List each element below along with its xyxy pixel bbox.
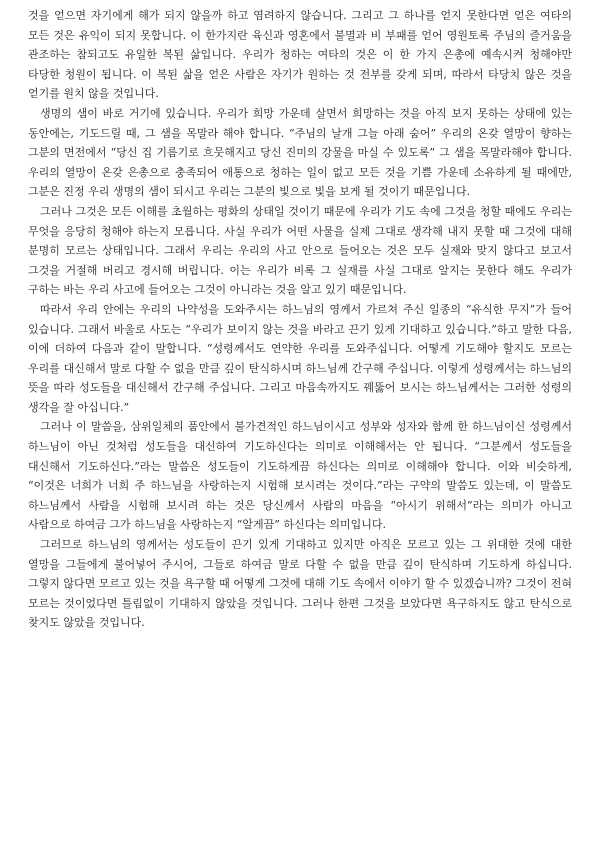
body-paragraph: 것을 얻으면 자기에게 해가 되지 않을까 하고 염려하지 않습니다. 그리고 그 하나를 얻지 못한다면 얻은 여타의 모든 것은 유익이 되지 못합니다. 이 한가지란 육신과 영혼에서 불멸과 비 부패를 얻어 영원토록 주님의 즐거움을 관조하는 참되고도 유일한 복된 삶입니다. 우리가 청하는 여타의 것은 이 한 가지 은총에 예속시켜 청해야만 타당한 청원이 됩니다. 이 복된 삶을 얻은 사람은 자기가 원하는 것 전부를 갖게 되며, 따라서 타당치 않은 것을 얻기를 원치 않을 것입니다. xyxy=(28,9,572,101)
body-paragraph: 그러나 그것은 모든 이해를 초월하는 평화의 상태일 것이기 때문에 우리가 기도 속에 그것을 청할 때에도 우리는 무엇을 응당히 청해야 하는지 모릅니다. 사실 우리가 어떤 사물을 실제 그대로 생각해 내지 못할 때 그것에 대해 분명히 모르는 상태입니다. 그래서 우리는 우리의 사고 안으로 들어오는 것은 모두 실재와 맞지 않다고 보고서 그것을 거절해 버리고 경시해 버립니다. 이는 우리가 비록 그 실재를 사실 그대로 알지는 못한다 해도 우리가 구하는 바는 우리 사고에 들어오는 그것이 아니라는 것을 알고 있기 때문입니다. xyxy=(28,204,572,297)
body-paragraph: 그러므로 하느님의 영께서는 성도들이 끈기 있게 기대하고 있지만 아직은 모르고 있는 그 위대한 것에 대한 열망을 그들에게 불어넣어 주시어, 그들로 하여금 말로 다할 수 없을 만큼 깊이 탄식하며 기도하게 하십니다. 그렇지 않다면 모르고 있는 것을 욕구할 때 어떻게 그것에 대해 기도 속에서 이야기 할 수 있겠습니까? 그것이 전혀 모르는 것이었다면 틀림없이 기대하지 않았을 것입니다. 그러나 한편 그것을 보았다면 욕구하지도 않고 탄식으로 찾지도 않았을 것입니다. xyxy=(28,538,572,630)
document-page xyxy=(28,6,572,633)
body-paragraph: 생명의 샘이 바로 거기에 있습니다. 우리가 희망 가운데 살면서 희망하는 것을 아직 보지 못하는 상태에 있는 동안에는, 기도드릴 때, 그 샘을 목말라 해야 합니다. “주님의 날개 그늘 아래 숨어” 우리의 온갖 열망이 향하는 그분의 면전에서 “당신 집 기름기로 흐뭇해지고 당신 진미의 강물을 마실 수 있도록” 그 샘을 목말라해야 합니다. 우리의 열망이 온갖 은총으로 충족되어 애통으로 청하는 일이 없고 모든 것을 기쁨 가운데 소유하게 될 때에만, 그분은 진정 우리 생명의 샘이 되시고 우리는 그분의 빛으로 빛을 보게 될 것이기 때문입니다. xyxy=(28,106,572,199)
body-paragraph: 그러나 이 말씀을, 삼위일체의 품안에서 불가견적인 하느님이시고 성부와 성자와 함께 한 하느님이신 성령께서 하느님이 아닌 것처럼 성도들을 대신하여 기도하신다는 의미로 이해해서는 안 됩니다. “그분께서 성도들을 대신해서 기도하신다.”라는 말씀은 성도들이 기도하게끔 하신다는 의미로 이해해야 합니다. 이와 비슷하게, “이것은 너희가 너희 주 하느님을 사랑하는지 시험해 보시려는 것이다.”라는 구약의 말씀도 있는데, 이 말씀도 하느님께서 사람을 시험해 보시려 하는 것은 당신께서 사람의 마음을 “아시기 위해서”라는 의미가 아니고 사람으로 하여금 그가 하느님을 사랑하는지 “알게끔” 하신다는 의미입니다. xyxy=(28,420,572,532)
body-paragraph: 따라서 우리 안에는 우리의 나약성을 도와주시는 하느님의 영께서 가르쳐 주신 일종의 “유식한 무지”가 들어 있습니다. 그래서 바울로 사도는 “우리가 보이지 않는 것을 바라고 끈기 있게 기대하고 있습니다.”하고 말한 다음, 이에 더하여 다음과 같이 말합니다. “성령께서도 연약한 우리를 도와주십니다. 어떻게 기도해야 할지도 모르는 우리를 대신해서 말로 다할 수 없을 만큼 깊이 탄식하시며 하느님께 간구해 주십니다. 이렇게 성령께서는 하느님의 뜻을 따라 성도들을 대신해서 간구해 주십니다. 그리고 마음속까지도 꿰뚫어 보시는 하느님께서는 그러한 성령의 생각을 잘 아십니다.” xyxy=(28,302,572,414)
